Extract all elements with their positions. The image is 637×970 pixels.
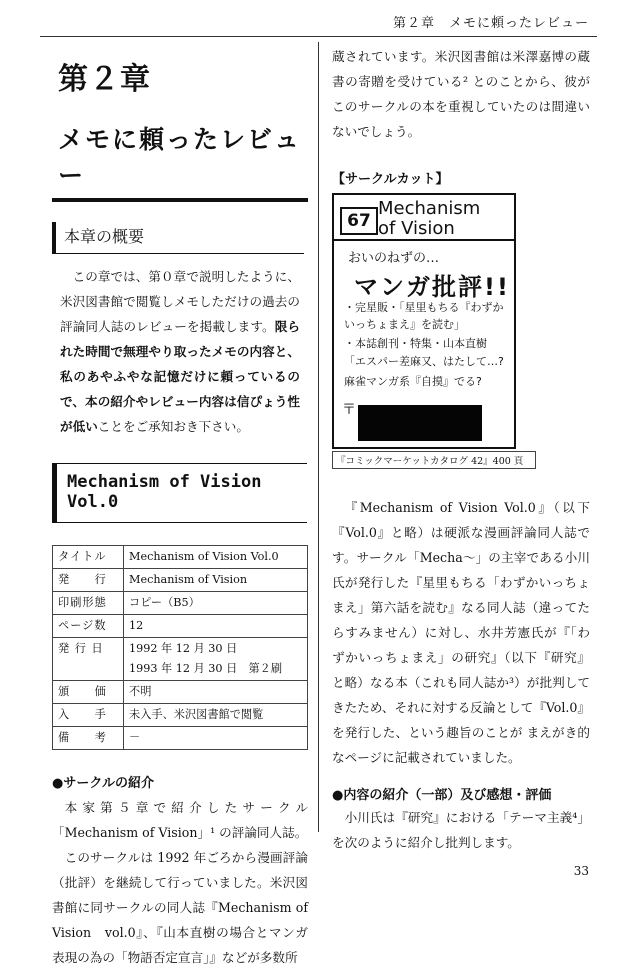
summary-paragraph <box>60 264 300 439</box>
cut-text: ・完星販・「星里もちる『わずかいっちょまえ』を読む」 <box>344 301 504 331</box>
review-paragraph: 『Mechanism of Vision Vol.0』（以下『Vol.0』と略）は硬派な漫画評論同人誌です。サークル「Mecha～」の主宰である小川氏が発行した『星里もちる「わずかいっちょまえ」第六話を読む』なる同人誌（違ってたらすみません）に対し、水井芳憲氏が『「わずかいっちょまえ」の研究』（以下『研究』と略）なる本（これも同人誌か³）が批判してきたため、それに対する反論として『Vol.0』を発行した、という趣旨のことが まえがき的なページに記載されていました。 <box>332 500 590 765</box>
table-key: 発 行 日 <box>53 638 124 681</box>
circle-intro-heading: ●サークルの紹介 <box>52 776 154 791</box>
cut-text: 「エスパー差麻又、はたして…? <box>344 355 504 368</box>
content-paragraph: 小川氏は『研究』における「テーマ主義⁴」を次のように紹介し批判します。 <box>332 810 590 850</box>
redacted-block <box>358 405 482 441</box>
chapter-title: メモに頼ったレビュー <box>52 120 308 202</box>
cut-name-line: of Vision <box>378 218 455 239</box>
circle-cut-image <box>332 193 516 449</box>
table-key: 頒 価 <box>53 681 124 704</box>
summary-heading: 本章の概要 <box>52 222 304 254</box>
summary-text-bold: 限られた時間で無理やり取ったメモの内容と、私のあやふやな記憶だけに頼っているので、本の紹介やレビュー内容は信ぴょう性が低い <box>60 319 301 434</box>
table-key: 印刷形態 <box>53 592 124 615</box>
table-key: 入 手 <box>53 704 124 727</box>
cut-text-large: マンガ批評!! <box>354 273 510 301</box>
cut-circle-name <box>378 199 480 239</box>
zine-info-table <box>52 545 308 750</box>
table-key: 発 行 <box>53 569 124 592</box>
circle-cut-label: 【サークルカット】 <box>332 172 449 187</box>
cut-text: ・本誌創刊・特集・山本直樹 <box>344 337 487 350</box>
table-row <box>53 681 308 704</box>
table-value-line: 1993 年 12 月 30 日 第２刷 <box>129 662 283 675</box>
table-row <box>53 592 308 615</box>
cut-text: 麻雀マンガ系『自摸』でる? <box>344 375 482 388</box>
cut-space-number: 67 <box>340 207 378 235</box>
running-header: 第２章 メモに頼ったレビュー <box>392 16 589 31</box>
table-value <box>124 638 308 681</box>
zine-heading: Mechanism of Vision Vol.0 <box>52 463 307 523</box>
table-key: 備 考 <box>53 727 124 750</box>
table-value-line: 1992 年 12 月 30 日 <box>129 642 238 655</box>
cut-name-line: Mechanism <box>378 198 481 219</box>
summary-text: この章では、第０章で説明したように、米沢図書館で閲覧しメモしただけの過去の評論同人誌のレビューを掲載します。 <box>60 269 300 334</box>
table-row <box>53 569 308 592</box>
continued-paragraph: 蔵されています。米沢図書館は米澤嘉博の蔵書の寄贈を受けている² とのことから、彼がこのサークルの本を重視していたのは間違いないでしょう。 <box>332 49 590 139</box>
table-value: 未入手、米沢図書館で閲覧 <box>124 704 308 727</box>
table-value: 不明 <box>124 681 308 704</box>
table-value: － <box>124 727 308 750</box>
table-row <box>53 727 308 750</box>
circle-intro-paragraph-1: 本家第５章で紹介したサークル「Mechanism of Vision」¹ の評論同人誌。 <box>52 800 308 840</box>
table-value: Mechanism of Vision Vol.0 <box>124 546 308 569</box>
left-column <box>52 46 308 970</box>
summary-text-tail: ことをご承知おき下さい。 <box>97 419 249 434</box>
table-row <box>53 638 308 681</box>
table-key: タイトル <box>53 546 124 569</box>
table-value: コピー（B5） <box>124 592 308 615</box>
table-key: ページ数 <box>53 615 124 638</box>
page-number: 33 <box>573 864 589 878</box>
table-row <box>53 704 308 727</box>
table-value: Mechanism of Vision <box>124 569 308 592</box>
cut-postal-mark: 〒 <box>342 402 356 418</box>
column-divider <box>318 42 319 832</box>
circle-intro-paragraph-2: このサークルは 1992 年ごろから漫画評論（批評）を継続して行っていました。米沢図書館に同サークルの同人誌『Mechanism of Vision vol.0』、『山本直樹の場合とマンガ表現の為の「物語否定宣言」』などが多数所 <box>52 850 308 965</box>
table-row <box>53 615 308 638</box>
chapter-number: 第２章 <box>58 62 151 97</box>
content-heading: ●内容の紹介（一部）及び感想・評価 <box>332 788 552 803</box>
table-value: 12 <box>124 615 308 638</box>
table-row <box>53 546 308 569</box>
cut-divider <box>334 239 514 241</box>
cut-text: おいのねずの… <box>348 251 440 266</box>
circle-cut-caption: 『コミックマーケットカタログ 42』400 頁 <box>332 451 536 469</box>
right-column <box>332 46 590 855</box>
header-rule <box>40 36 597 37</box>
